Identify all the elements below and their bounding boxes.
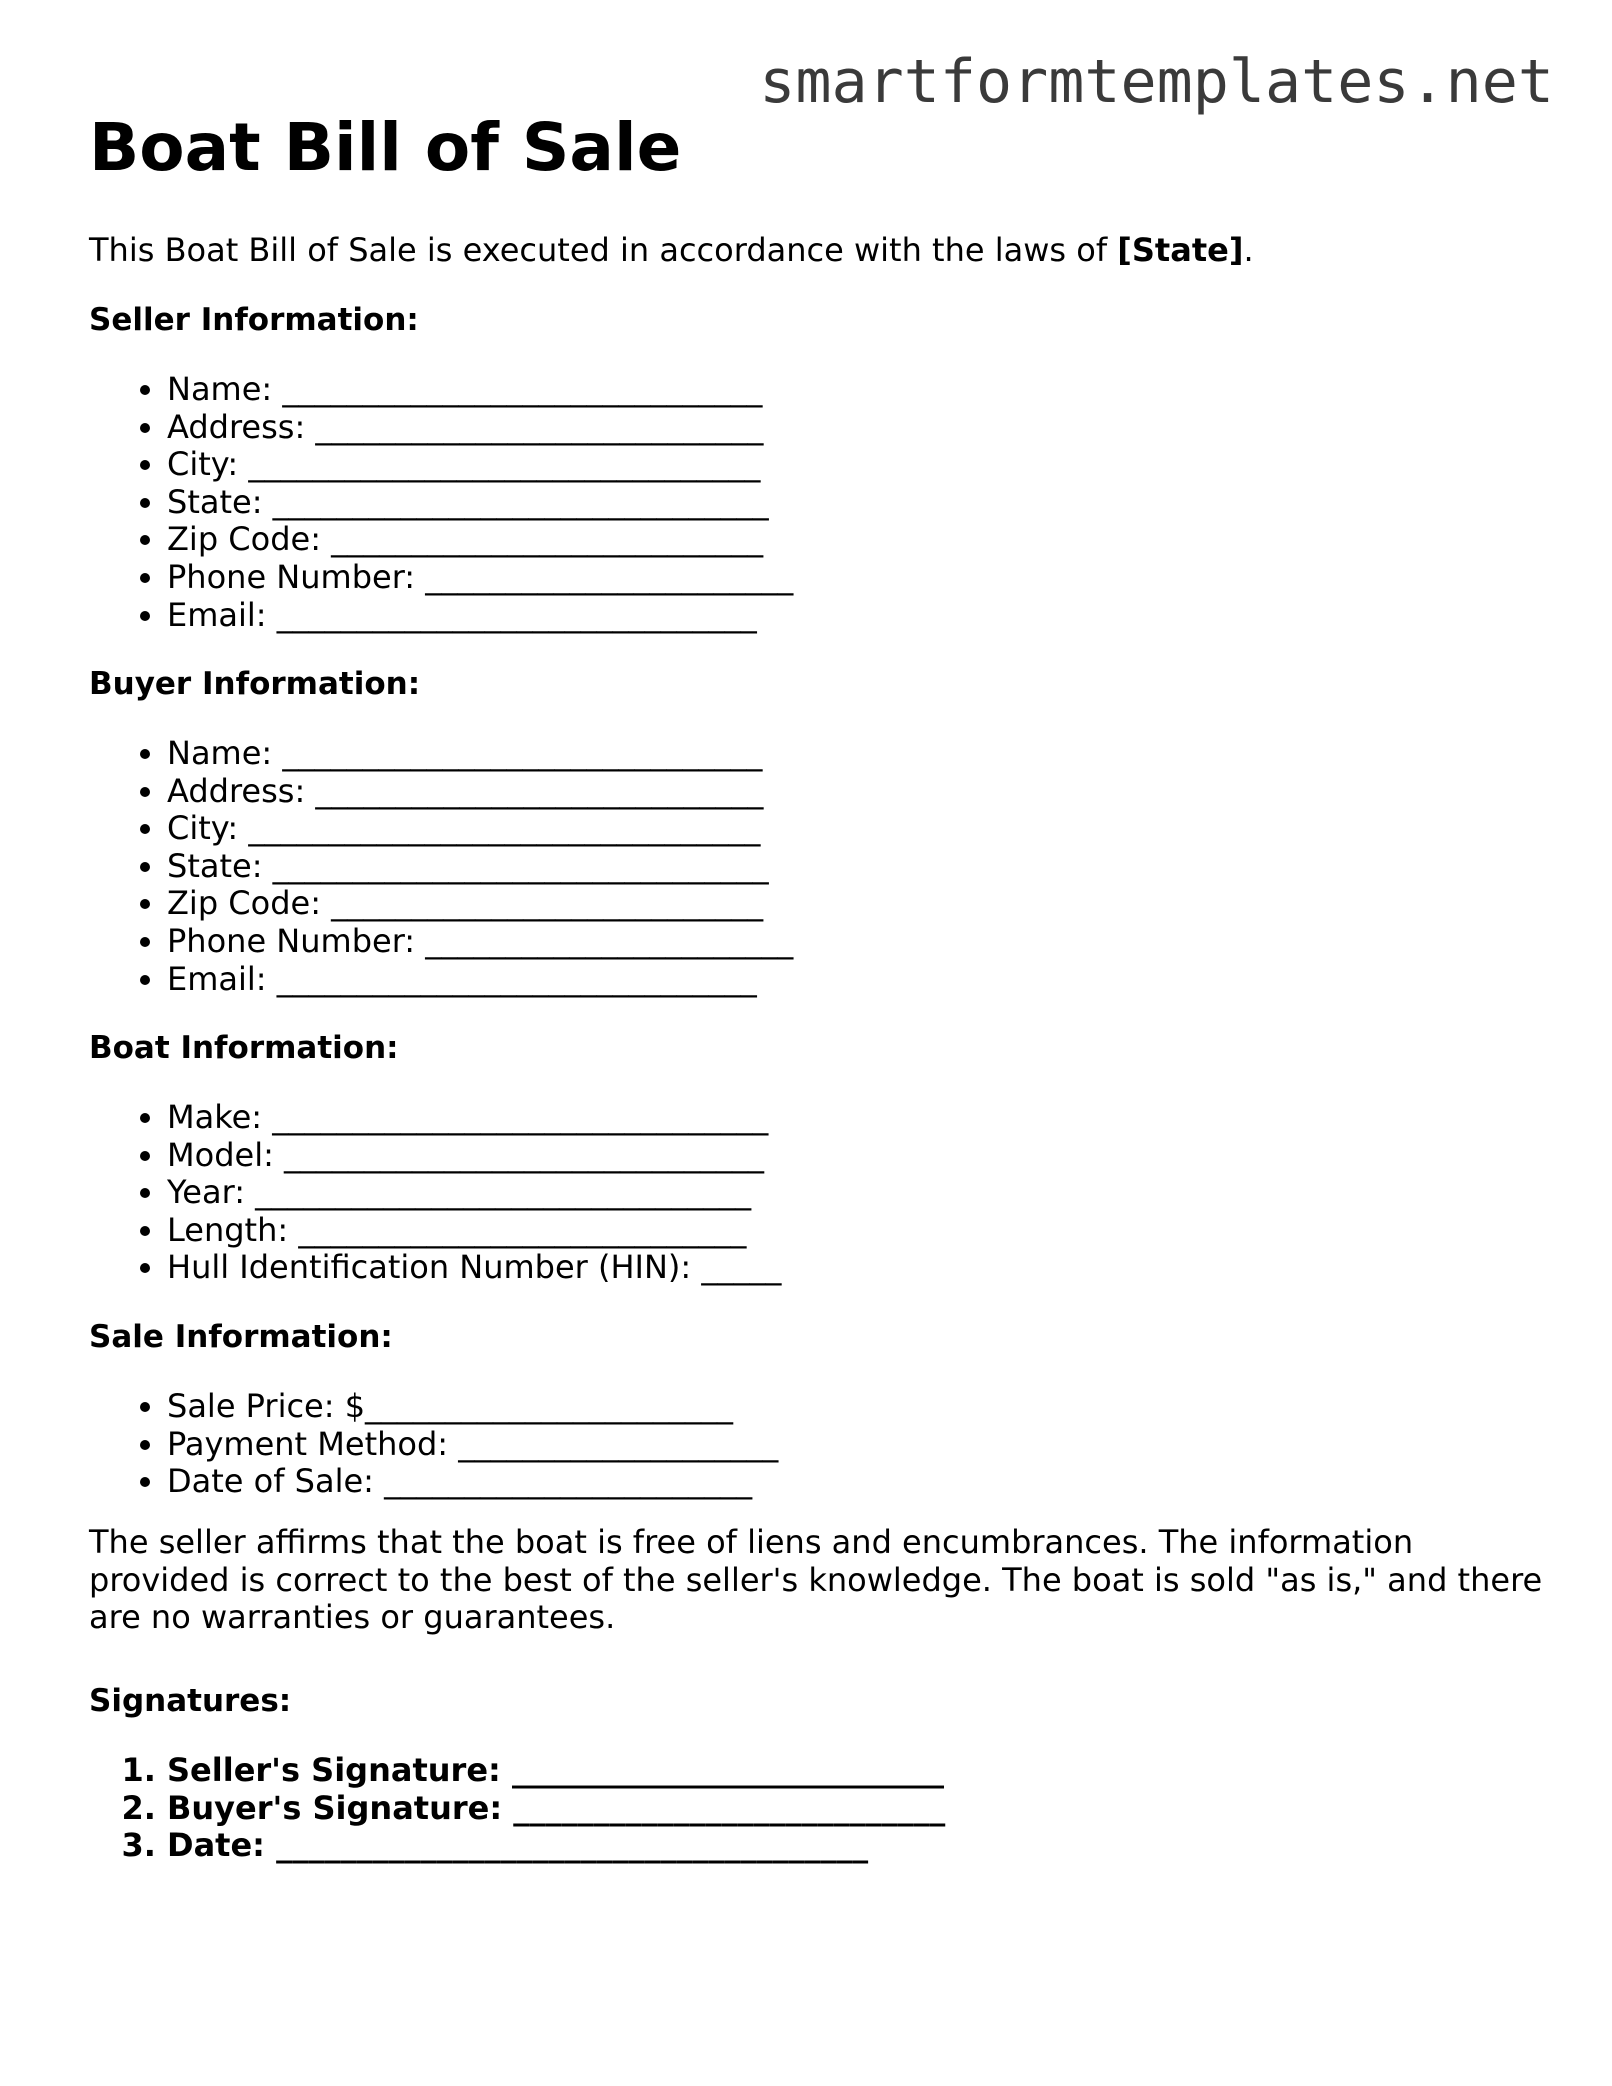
buyer-signature-line: 2. Buyer's Signature: ___________________________: [167, 1790, 945, 1828]
seller-name-field: • Name: ______________________________: [167, 371, 793, 409]
signatures-heading: Signatures:: [89, 1683, 292, 1719]
seller-phone-field: • Phone Number: _______________________: [167, 559, 793, 597]
buyer-email-field: • Email: ______________________________: [167, 961, 793, 999]
buyer-heading: Buyer Information:: [89, 666, 421, 702]
document-title: Boat Bill of Sale: [89, 109, 682, 186]
buyer-zip-field: • Zip Code: ___________________________: [167, 885, 793, 923]
buyer-phone-field: • Phone Number: _______________________: [167, 923, 793, 961]
seller-state-field: • State: _______________________________: [167, 484, 793, 522]
boat-hin-field: • Hull Identification Number (HIN): _____: [167, 1249, 781, 1287]
boat-length-field: • Length: ____________________________: [167, 1212, 781, 1250]
buyer-address-field: • Address: ____________________________: [167, 773, 793, 811]
sale-price-field: • Sale Price: $_______________________: [167, 1388, 778, 1426]
affirmation-paragraph: The seller affirms that the boat is free of liens and encumbrances. The information provided is correct to the best of the seller's knowledge. The boat is sold "as is," and there are no warranties or guarantees.: [89, 1523, 1543, 1637]
seller-email-field: • Email: ______________________________: [167, 597, 793, 635]
seller-city-field: • City: ________________________________: [167, 446, 793, 484]
boat-field-list: [89, 1099, 781, 1287]
watermark-text: smartformtemplates.net: [759, 47, 1554, 117]
payment-method-field: • Payment Method: ____________________: [167, 1426, 778, 1464]
intro-paragraph: [89, 230, 1254, 270]
buyer-state-field: • State: _______________________________: [167, 848, 793, 886]
state-placeholder: [State]: [1117, 231, 1244, 269]
buyer-field-list: [89, 735, 793, 998]
signature-list: [89, 1752, 945, 1865]
seller-field-list: [89, 371, 793, 634]
sale-field-list: [89, 1388, 778, 1501]
seller-address-field: • Address: ____________________________: [167, 409, 793, 447]
intro-end: .: [1243, 231, 1254, 269]
date-of-sale-field: • Date of Sale: _______________________: [167, 1463, 778, 1501]
buyer-city-field: • City: ________________________________: [167, 810, 793, 848]
buyer-name-field: • Name: ______________________________: [167, 735, 793, 773]
boat-heading: Boat Information:: [89, 1030, 399, 1066]
seller-zip-field: • Zip Code: ___________________________: [167, 521, 793, 559]
intro-text: This Boat Bill of Sale is executed in accordance with the laws of: [89, 231, 1118, 269]
signature-date-line: 3. Date: _____________________________________: [167, 1827, 945, 1865]
boat-make-field: • Make: _______________________________: [167, 1099, 781, 1137]
boat-year-field: • Year: _______________________________: [167, 1174, 781, 1212]
boat-model-field: • Model: ______________________________: [167, 1137, 781, 1175]
seller-heading: Seller Information:: [89, 302, 419, 338]
seller-signature-line: 1. Seller's Signature: ___________________________: [167, 1752, 945, 1790]
sale-heading: Sale Information:: [89, 1319, 393, 1355]
